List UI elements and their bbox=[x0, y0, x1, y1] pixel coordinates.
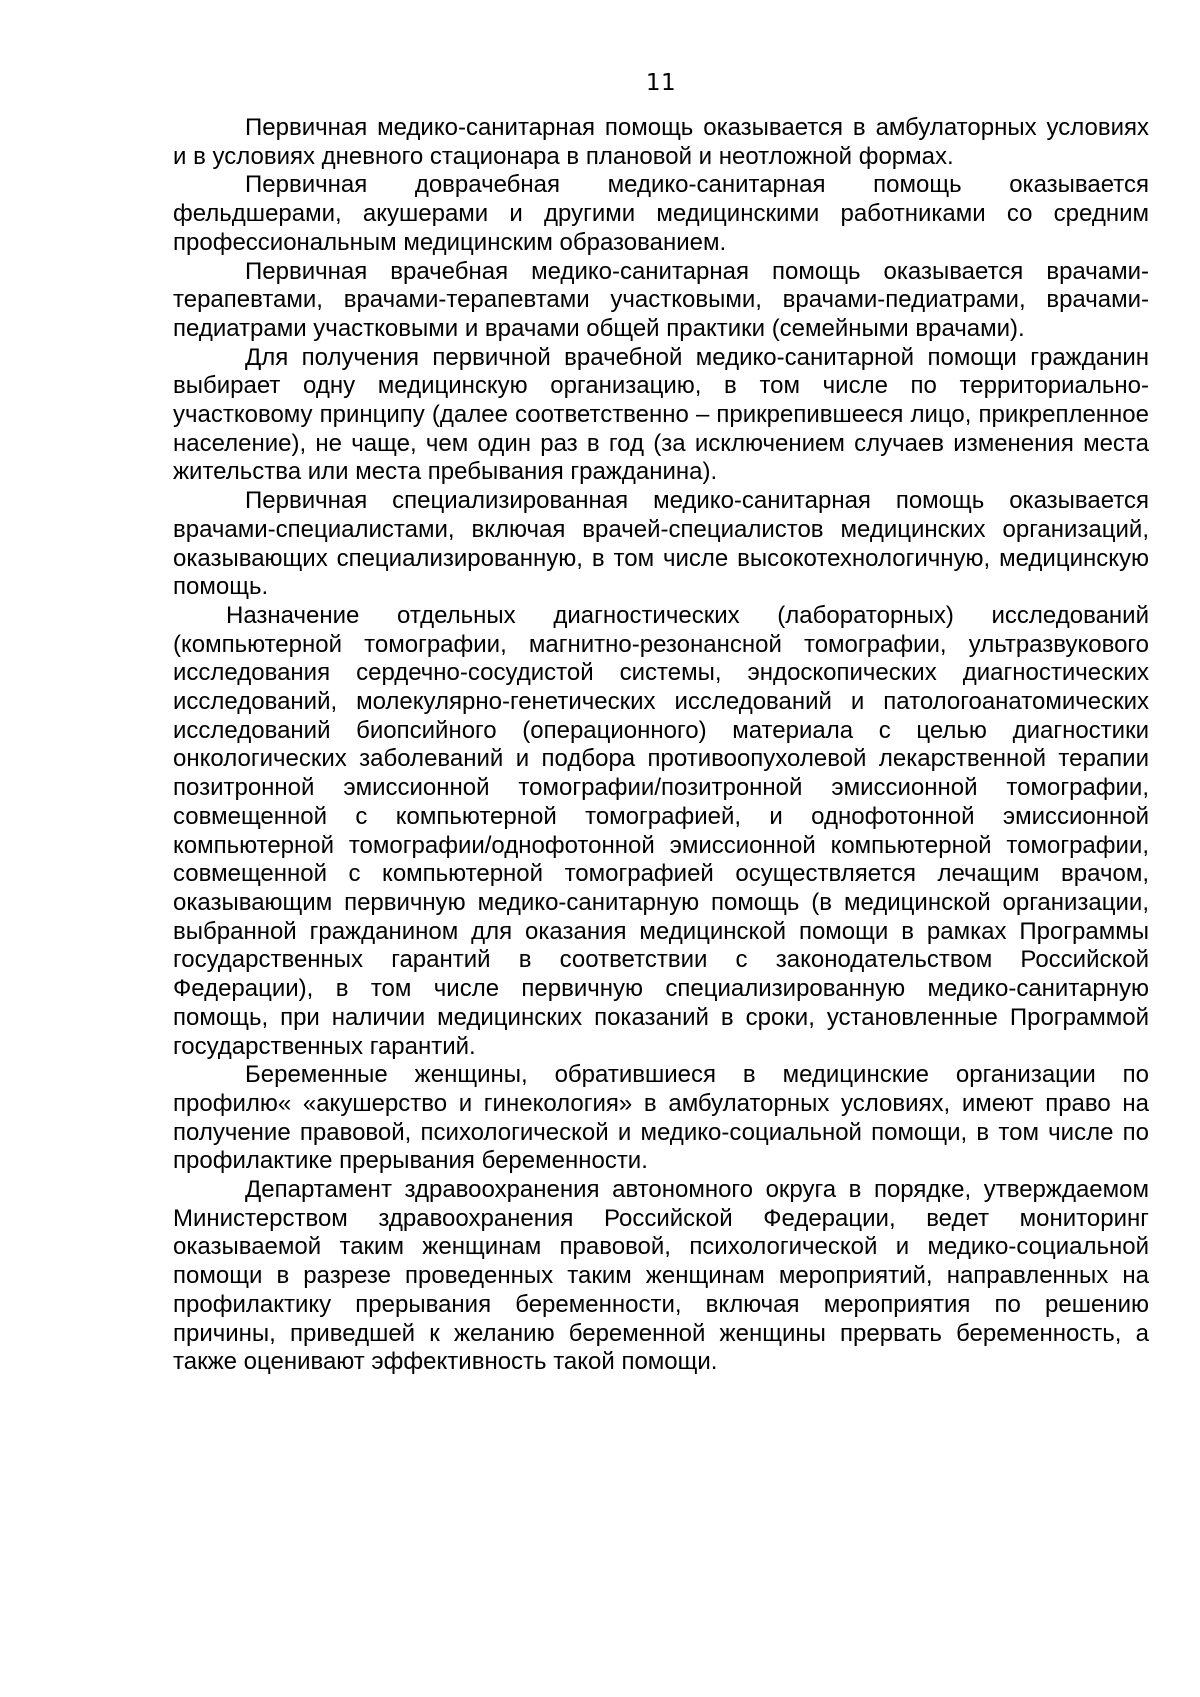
paragraph-pregnant-women: Беременные женщины, обратившиеся в медицинские организации по профилю« «акушерство и гинекология» в амбулаторных условиях, имеют право на получение правовой, психологической и медико-социальной помощи, в том числе по профилактике прерывания беременности. bbox=[173, 1061, 1149, 1175]
page-number: 11 bbox=[645, 70, 677, 96]
paragraph-primary-care: Первичная медико-санитарная помощь оказывается в амбулаторных условиях и в условиях дневного стационара в плановой и неотложной формах. bbox=[173, 114, 1149, 170]
paragraph-department-monitoring: Департамент здравоохранения автономного округа в порядке, утверждаемом Министерством здравоохранения Российской Федерации, ведет мониторинг оказываемой таким женщинам правовой, психологической и медико-социальной помощи в разрезе проведенных таким женщинам мероприятий, направленных на профилактику прерывания беременности, включая мероприятия по решению причины, приведшей к желанию беременной женщины прервать беременность, а также оценивают эффективность такой помощи. bbox=[173, 1176, 1149, 1376]
paragraph-specialized-care: Первичная специализированная медико-санитарная помощь оказывается врачами-специалистами, включая врачей-специалистов медицинских организаций, оказывающих специализированную, в том числе высокотехнологичную, медицинскую помощь. bbox=[173, 487, 1149, 601]
paragraph-physician-care: Первичная врачебная медико-санитарная помощь оказывается врачами-терапевтами, врачами-терапевтами участковыми, врачами-педиатрами, врачами-педиатрами участковыми и врачами общей практики (семейными врачами). bbox=[173, 257, 1149, 342]
document-body bbox=[173, 114, 1149, 1377]
paragraph-pre-medical-care: Первичная доврачебная медико-санитарная помощь оказывается фельдшерами, акушерами и другими медицинскими работниками со средним профессиональным медицинским образованием. bbox=[173, 171, 1149, 256]
paragraph-diagnostic-assignment: Назначение отдельных диагностических (лабораторных) исследований (компьютерной томографии, магнитно-резонансной томографии, ультразвукового исследования сердечно-сосудистой системы, эндоскопических диагностических исследований, молекулярно-генетических исследований и патологоанатомических исследований биопсийного (операционного) материала с целью диагностики онкологических заболеваний и подбора противоопухолевой лекарственной терапии позитронной эмиссионной томографии/позитронной эмиссионной томографии, совмещенной с компьютерной томографией, и однофотонной эмиссионной компьютерной томографии/однофотонной эмиссионной компьютерной томографии, совмещенной с компьютерной томографией осуществляется лечащим врачом, оказывающим первичную медико-санитарную помощь (в медицинской организации, выбранной гражданином для оказания медицинской помощи в рамках Программы государственных гарантий в соответствии с законодательством Российской Федерации), в том числе первичную специализированную медико-санитарную помощь, при наличии медицинских показаний в сроки, установленные Программой государственных гарантий. bbox=[173, 601, 1149, 1060]
paragraph-organization-choice: Для получения первичной врачебной медико-санитарной помощи гражданин выбирает одну медицинскую организацию, в том числе по территориально-участковому принципу (далее соответственно – прикрепившееся лицо, прикрепленное население), не чаще, чем один раз в год (за исключением случаев изменения места жительства или места пребывания гражданина). bbox=[173, 343, 1149, 486]
